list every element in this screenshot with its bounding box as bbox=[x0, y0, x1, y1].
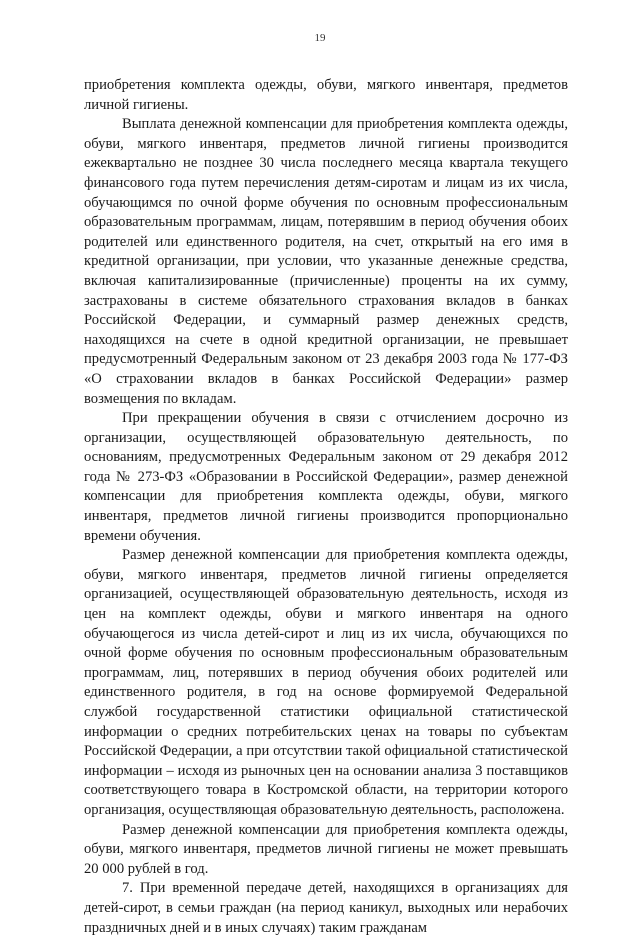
paragraph-item-7: 7. При временной передаче детей, находящихся в организациях для детей-сирот, в семьи граждан (на период каникул, выходных или нерабочих праздничных дней и в иных случаях) таким гражданам bbox=[84, 880, 568, 936]
paragraph-compensation-payment: Выплата денежной компенсации для приобретения комплекта одежды, обуви, мягкого инвентаря, предметов личной гигиены производится ежеквартально не позднее 30 числа последнего месяца квартала текущего финансового года путем перечисления детям-сиротам и лицам из их числа, обучающимся по очной форме обучения по основным профессиональным образовательным программам, лицам, потерявшим в период обучения обоих родителей или единственного родителя, на счет, открытый на его имя в кредитной организации, при условии, что указанные денежные средства, включая капитализированные (причисленные) проценты на их сумму, застрахованы в системе обязательного страхования вкладов в банках Российской Федерации, и суммарный размер денежных средств, находящихся на счете в одной кредитной организации, не превышает предусмотренный Федеральным законом от 23 декабря 2003 года № 177-ФЗ «О страховании вкладов в банках Российской Федерации» размер возмещения по вкладам. bbox=[84, 116, 568, 407]
document-body bbox=[84, 76, 568, 938]
paragraph-continuation: приобретения комплекта одежды, обуви, мягкого инвентаря, предметов личной гигиены. bbox=[84, 77, 568, 113]
paragraph-termination-of-study: При прекращении обучения в связи с отчислением досрочно из организации, осуществляющей образовательную деятельность, по основаниям, предусмотренных Федеральным законом от 29 декабря 2012 года № 273-ФЗ «Образовании в Российской Федерации», размер денежной компенсации для приобретения комплекта одежды, обуви, мягкого инвентаря, предметов личной гигиены производится пропорционально времени обучения. bbox=[84, 410, 568, 544]
paragraph-compensation-amount: Размер денежной компенсации для приобретения комплекта одежды, обуви, мягкого инвентаря, предметов личной гигиены определяется организацией, осуществляющей образовательную деятельность, исходя из цен на комплект одежды, обуви и мягкого инвентаря на одного обучающегося из числа детей-сирот и лиц из их числа, обучающихся по очной форме обучения по основным профессиональным образовательным программам, лиц, потерявших в период обучения обоих родителей или единственного родителя, в год на основе формируемой Федеральной службой государственной статистики официальной статистической информации о средних потребительских ценах на товары по субъектам Российской Федерации, а при отсутствии такой официальной статистической информации – исходя из рыночных цен на основании анализа 3 поставщиков соответствующего товара в Костромской области, на территории которого организация, осуществляющая образовательную деятельность, расположена. bbox=[84, 547, 568, 818]
paragraph-compensation-limit: Размер денежной компенсации для приобретения комплекта одежды, обуви, мягкого инвентаря, предметов личной гигиены не может превышать 20 000 рублей в год. bbox=[84, 821, 568, 877]
page-number: 19 bbox=[314, 32, 326, 44]
